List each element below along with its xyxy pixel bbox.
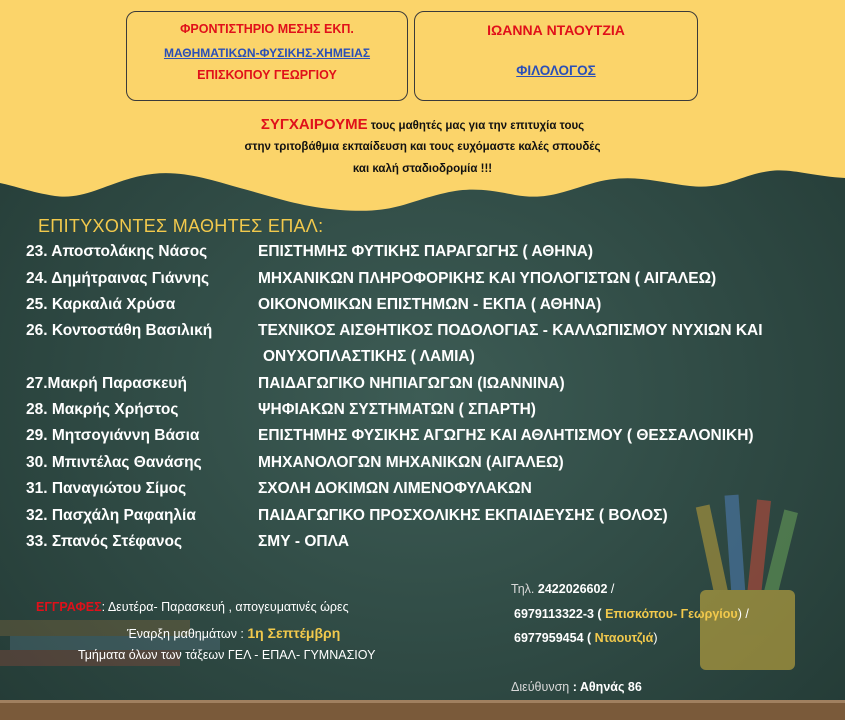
contact-tel-1: Τηλ. 2422026602 / — [511, 582, 615, 596]
teacher-role: ΦΙΛΟΛΟΓΟΣ — [516, 63, 596, 78]
tel-1: 2422026602 — [537, 582, 608, 596]
student-name: 26. Κοντοστάθη Βασιλική — [26, 322, 213, 339]
tel-2-branch: Επισκόπου- Γεωργίου — [601, 607, 738, 621]
chalk-ledge — [0, 702, 845, 720]
student-name: 30. Μπιντέλας Θανάσης — [26, 454, 202, 471]
enroll-days: ΕΓΓΡΑΦΕΣ: Δευτέρα- Παρασκευή , απογευματινές ώρες — [36, 600, 349, 614]
congrats-highlight: ΣΥΓΧΑΙΡΟΥΜΕ — [260, 116, 368, 133]
tel-label: Τηλ. — [511, 582, 535, 596]
student-school: ΟΙΚΟΝΟΜΙΚΩΝ ΕΠΙΣΤΗΜΩΝ - ΕΚΠΑ ( ΑΘΗΝΑ) — [258, 296, 602, 313]
enroll-classes: Τμήματα όλων των τάξεων ΓΕΛ - ΕΠΑΛ- ΓΥΜΝΑΣΙΟΥ — [78, 648, 376, 662]
student-school: ΜΗΧΑΝΙΚΩΝ ΠΛΗΡΟΦΟΡΙΚΗΣ ΚΑΙ ΥΠΟΛΟΓΙΣΤΩΝ ( ΑΙΓΑΛΕΩ) — [258, 270, 717, 287]
student-name: 32. Πασχάλη Ραφαηλία — [26, 507, 196, 524]
student-school: ΤΕΧΝΙΚΟΣ ΑΙΣΘΗΤΙΚΟΣ ΠΟΔΟΛΟΓΙΑΣ - ΚΑΛΛΩΠΙΣΜΟΥ ΝΥΧΙΩΝ ΚΑΙ — [258, 322, 763, 339]
student-name: 25. Καρκαλιά Χρύσα — [26, 296, 176, 313]
student-name: 27.Μακρή Παρασκευή — [26, 375, 187, 392]
enroll-start-date: 1η Σεπτέμβρη — [247, 625, 341, 641]
contact-tel-3: 6977959454 ( Νταουτζιά) — [514, 631, 658, 645]
address-value: : Αθηνάς 86 — [569, 680, 642, 694]
students-heading: ΕΠΙΤΥΧΟΝΤΕΣ ΜΑΘΗΤΕΣ ΕΠΑΛ: — [38, 216, 324, 236]
enroll-start: Έναρξη μαθημάτων : 1η Σεπτέμβρη — [127, 625, 341, 641]
student-school: ΨΗΦΙΑΚΩΝ ΣΥΣΤΗΜΑΤΩΝ ( ΣΠΑΡΤΗ) — [258, 401, 536, 418]
congrats-line-1: ΣΥΓΧΑΙΡΟΥΜΕ τους μαθητές μας για την επιτυχία τους — [260, 116, 585, 133]
congrats-line-2: στην τριτοβάθμια εκπαίδευση και τους ευχόμαστε καλές σπουδές — [244, 141, 601, 153]
teacher-info-box — [414, 11, 698, 101]
student-school: ΣΧΟΛΗ ΔΟΚΙΜΩΝ ΛΙΜΕΝΟΦΥΛΑΚΩΝ — [258, 480, 532, 497]
school-subjects: ΜΑΘΗΜΑΤΙΚΩΝ-ΦΥΣΙΚΗΣ-ΧΗΜΕΙΑΣ — [163, 46, 371, 60]
enroll-label: ΕΓΓΡΑΦΕΣ — [36, 600, 102, 614]
tel-3: 6977959454 ( — [514, 631, 592, 645]
student-school: ΣΜΥ - ΟΠΛΑ — [258, 533, 350, 550]
school-title: ΦΡΟΝΤΙΣΤΗΡΙΟ ΜΕΣΗΣ ΕΚΠ. — [180, 22, 354, 36]
student-school: ΜΗΧΑΝΟΛΟΓΩΝ ΜΗΧΑΝΙΚΩΝ (ΑΙΓΑΛΕΩ) — [258, 454, 564, 471]
teacher-name: ΙΩΑΝΝΑ ΝΤΑΟΥΤΖΙΑ — [487, 22, 625, 38]
contact-address — [511, 680, 642, 694]
tel-2: 6979113322-3 ( — [514, 607, 602, 621]
student-name: 31. Παναγιώτου Σίμος — [26, 480, 187, 497]
student-school-continued: ΟΝΥΧΟΠΛΑΣΤΙΚΗΣ ( ΛΑΜΙΑ) — [263, 348, 475, 365]
student-name: 23. Αποστολάκης Νάσος — [26, 243, 208, 260]
student-name: 28. Μακρής Χρήστος — [26, 401, 179, 418]
student-school: ΠΑΙΔΑΓΩΓΙΚΟ ΠΡΟΣΧΟΛΙΚΗΣ ΕΚΠΑΙΔΕΥΣΗΣ ( ΒΟΛΟΣ) — [258, 507, 668, 524]
student-name: 33. Σπανός Στέφανος — [26, 533, 183, 550]
school-address: ΕΠΙΣΚΟΠΟΥ ΓΕΩΡΓΙΟΥ — [197, 68, 337, 82]
student-name: 29. Μητσογιάννη Βάσια — [26, 427, 200, 444]
tel-3-branch: Νταουτζιά — [591, 631, 654, 645]
student-school: ΕΠΙΣΤΗΜΗΣ ΦΥΣΙΚΗΣ ΑΓΩΓΗΣ ΚΑΙ ΑΘΛΗΤΙΣΜΟΥ ( ΘΕΣΣΑΛΟΝΙΚΗ) — [258, 427, 754, 444]
congrats-line-3: και καλή σταδιοδρομία !!! — [352, 163, 493, 175]
contact-tel-2: 6979113322-3 ( Επισκόπου- Γεωργίου) / — [514, 607, 749, 621]
address-label: Διεύθυνση — [511, 680, 570, 694]
student-school: ΕΠΙΣΤΗΜΗΣ ΦΥΤΙΚΗΣ ΠΑΡΑΓΩΓΗΣ ( ΑΘΗΝΑ) — [258, 243, 594, 260]
school-info-box — [126, 11, 408, 101]
student-school: ΠΑΙΔΑΓΩΓΙΚΟ ΝΗΠΙΑΓΩΓΩΝ (ΙΩΑΝΝΙΝΑ) — [258, 375, 565, 392]
student-name: 24. Δημήτραινας Γιάννης — [26, 270, 210, 287]
